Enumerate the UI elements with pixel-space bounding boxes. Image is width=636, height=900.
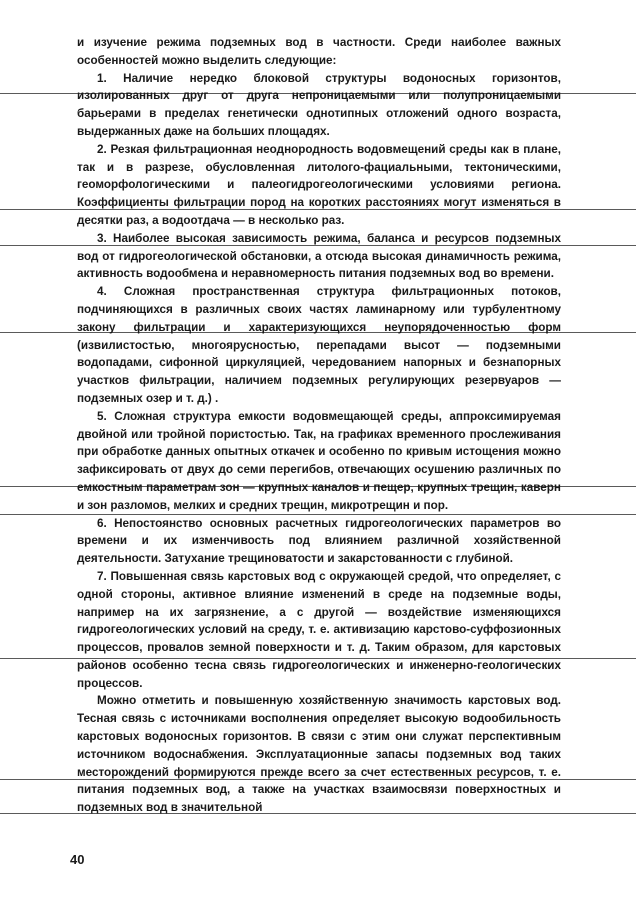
paragraph-item-5: 5. Сложная структура емкости водовмещающей среды, аппроксимируемая двойной или тройной пористостью. Так, на графиках временного прослеживания при обработке данных опытных откачек и особенно по кривым истощения можно зафиксировать от двух до семи перегибов, отвечающих осушению различных по емкостным параметрам зон — крупных каналов и пещер, крупных трещин, каверн и зон разломов, мелких и средних трещин, микротрещин и пор. — [77, 409, 561, 512]
paragraph-item-1: 1. Наличие нередко блоковой структуры водоносных горизонтов, изолированных друг от друга непроницаемыми или полупроницаемыми барьерами в пределах генетически однотипных отложений одного возраста, выдержанных даже на больших площадях. — [77, 71, 561, 138]
paragraph-item-6: 6. Непостоянство основных расчетных гидрогеологических параметров во времени и их изменчивость под влиянием различной хозяйственной деятельности. Затухание трещиноватости и закарстованности с глубиной. — [77, 516, 561, 566]
paragraph-intro: и изучение режима подземных вод в частности. Среди наиболее важных особенностей можно выделить следующие: — [77, 36, 561, 67]
body-text — [77, 34, 561, 817]
paragraph-item-4: 4. Сложная пространственная структура фильтрационных потоков, подчиняющихся в различных своих частях ламинарному или турбулентному закону фильтрации и характеризующихся неупорядоченностью форм (извилистостью, многоярусностью, перепадами высот — подземными водопадами, сифонной циркуляцией, чередованием напорных и безнапорных участков фильтрации, наличием подземных регулирующих резервуаров — подземных озер и т. д.) . — [77, 285, 561, 405]
paragraph-conclusion: Можно отметить и повышенную хозяйственную значимость карстовых вод. Тесная связь с источниками восполнения определяет высокую водообильность карстовых водоносных горизонтов. В связи с этим они служат перспективным источником водоснабжения. Эксплуатационные запасы подземных вод таких месторождений формируются прежде всего за счет естественных ресурсов, т. е. питания подземных вод, а также на участках взаимосвязи поверхностных и подземных вод в значительной — [77, 694, 561, 815]
page-number: 40 — [70, 852, 85, 867]
paragraph-item-7: 7. Повышенная связь карстовых вод с окружающей средой, что определяет, с одной стороны, активное влияние изменений в среде на подземные воды, например на их загрязнение, а с другой — воздействие изменяющихся гидрогеологических условий на среду, т. е. активизацию карстово-суффозионных процессов, провалов земной поверхности и т. д. Таким образом, для карстовых районов особенно тесна связь гидрогеологических и инженерно-геологических процессов. — [77, 569, 561, 690]
paragraph-item-3: 3. Наиболее высокая зависимость режима, баланса и ресурсов подземных вод от гидрогеологической обстановки, а отсюда высокая динамичность режима, активность водообмена и неравномерность питания подземных вод во времени. — [77, 231, 561, 281]
paragraph-item-2: 2. Резкая фильтрационная неоднородность водовмещений среды как в плане, так и в разрезе, обусловленная литолого-фациальными, тектоническими, геоморфологическими и палеогидрогеологическими условиями региона. Коэффициенты фильтрации пород на коротких расстояниях могут изменяться в десятки раз, а водоотдача — в несколько раз. — [77, 142, 561, 227]
